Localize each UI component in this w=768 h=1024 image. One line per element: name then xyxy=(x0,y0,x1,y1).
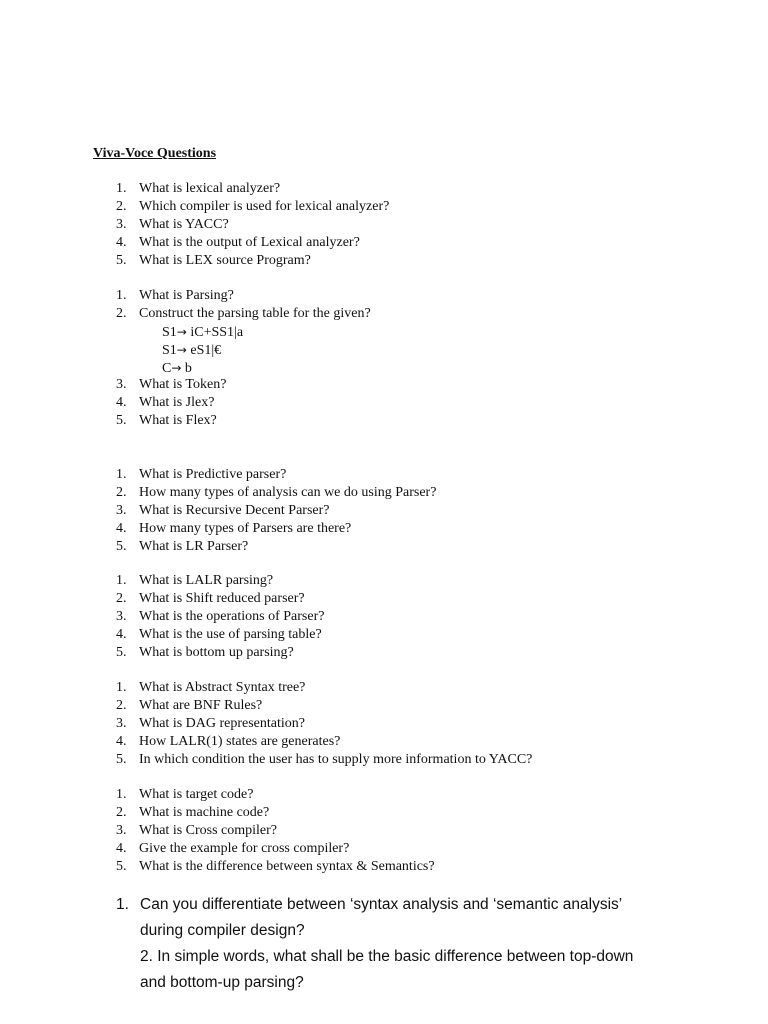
question-text: What is YACC? xyxy=(139,217,229,232)
question-group-parsers xyxy=(116,466,436,556)
question-number: 5. xyxy=(116,752,127,767)
question-number: 3. xyxy=(116,609,127,624)
question-text: What is the operations of Parser? xyxy=(139,609,325,624)
question-text: What is machine code? xyxy=(139,805,270,820)
grammar-rule xyxy=(116,341,371,359)
question-number: 4. xyxy=(116,627,127,642)
question-item xyxy=(116,644,324,662)
question-text: How many types of analysis can we do using Parser? xyxy=(139,485,437,500)
question-number: 2. xyxy=(116,485,127,500)
final-question-2-continued: and bottom-up parsing? xyxy=(140,974,304,991)
question-item xyxy=(116,858,435,876)
grammar-rule xyxy=(116,323,371,341)
question-number: 4. xyxy=(116,395,127,410)
question-group-parsing-continued xyxy=(116,376,226,430)
question-number: 3. xyxy=(116,217,127,232)
grammar-rule xyxy=(116,359,371,377)
question-text: What is Token? xyxy=(139,377,227,392)
question-group-code xyxy=(116,786,435,876)
question-text: What is Flex? xyxy=(139,413,217,428)
question-text: Which compiler is used for lexical analyzer? xyxy=(139,199,390,214)
question-item xyxy=(116,484,436,502)
question-number: 5. xyxy=(116,253,127,268)
question-number: 5. xyxy=(116,413,127,428)
question-text: What is Predictive parser? xyxy=(139,467,287,482)
question-group-lexical xyxy=(116,180,389,270)
question-item xyxy=(116,376,226,394)
question-item xyxy=(116,786,435,804)
question-group-lalr xyxy=(116,572,324,662)
question-item xyxy=(116,822,435,840)
question-text: What is Shift reduced parser? xyxy=(139,591,305,606)
question-item xyxy=(116,216,389,234)
question-number: 1. xyxy=(116,181,127,196)
question-item xyxy=(116,180,389,198)
question-text: What is bottom up parsing? xyxy=(139,645,294,660)
final-question-1-continued: during compiler design? xyxy=(140,922,305,939)
question-group-syntax-tree xyxy=(116,679,532,769)
question-item xyxy=(116,626,324,644)
question-text: What is target code? xyxy=(139,787,254,802)
question-text: What is the use of parsing table? xyxy=(139,627,322,642)
grammar-lhs: S1 xyxy=(162,343,177,358)
question-text: Can you differentiate between ‘syntax analysis and ‘semantic analysis’ xyxy=(140,896,623,913)
question-number: 2. xyxy=(116,591,127,606)
question-item xyxy=(116,252,389,270)
page-heading: Viva-Voce Questions xyxy=(93,146,217,161)
question-number: 3. xyxy=(116,823,127,838)
question-number: 2. xyxy=(116,698,127,713)
question-text: Give the example for cross compiler? xyxy=(139,841,350,856)
question-item xyxy=(116,697,532,715)
question-group-parsing xyxy=(116,287,371,377)
question-text: What is lexical analyzer? xyxy=(139,181,281,196)
question-text: What is LEX source Program? xyxy=(139,253,311,268)
question-text: What is the difference between syntax & Semantics? xyxy=(139,859,435,874)
question-text: What is Abstract Syntax tree? xyxy=(139,680,306,695)
question-item xyxy=(116,608,324,626)
question-number: 5. xyxy=(116,539,127,554)
question-number: 4. xyxy=(116,235,127,250)
question-item xyxy=(116,733,532,751)
question-number: 3. xyxy=(116,377,127,392)
question-number: 4. xyxy=(116,734,127,749)
question-item xyxy=(116,287,371,305)
arrow-icon: → xyxy=(176,325,187,339)
arrow-icon: → xyxy=(171,361,182,375)
question-item xyxy=(116,198,389,216)
question-number: 5. xyxy=(116,645,127,660)
question-text: What is LALR parsing? xyxy=(139,573,274,588)
question-item xyxy=(116,840,435,858)
question-number: 5. xyxy=(116,859,127,874)
question-number: 2. xyxy=(116,199,127,214)
question-item xyxy=(116,394,226,412)
question-number: 1. xyxy=(116,573,127,588)
question-item xyxy=(116,412,226,430)
question-number: 4. xyxy=(116,841,127,856)
arrow-icon: → xyxy=(176,343,187,357)
final-questions xyxy=(116,892,696,996)
question-text: In which condition the user has to supply more information to YACC? xyxy=(139,752,533,767)
question-number: 1. xyxy=(116,288,127,303)
question-item xyxy=(116,572,324,590)
question-number: 3. xyxy=(116,503,127,518)
question-text: What is Recursive Decent Parser? xyxy=(139,503,330,518)
question-item xyxy=(116,466,436,484)
question-text: What is DAG representation? xyxy=(139,716,305,731)
question-item xyxy=(116,715,532,733)
question-item xyxy=(116,804,435,822)
question-item xyxy=(116,538,436,556)
grammar-lhs: S1 xyxy=(162,325,177,340)
question-number: 3. xyxy=(116,716,127,731)
grammar-rhs: iC+SS1|a xyxy=(186,325,244,340)
question-text: What is Parsing? xyxy=(139,288,234,303)
question-text: What is Cross compiler? xyxy=(139,823,278,838)
question-number: 1. xyxy=(116,680,127,695)
question-text: How LALR(1) states are generates? xyxy=(139,734,341,749)
question-number: 1. xyxy=(116,787,127,802)
grammar-rhs: eS1|€ xyxy=(186,343,222,358)
question-number: 1. xyxy=(116,896,129,913)
question-number: 4. xyxy=(116,521,127,536)
question-item xyxy=(116,502,436,520)
final-question-1 xyxy=(116,892,696,918)
question-text: What is LR Parser? xyxy=(139,539,249,554)
question-number: 2. xyxy=(116,805,127,820)
question-item xyxy=(116,590,324,608)
question-text: What is Jlex? xyxy=(139,395,215,410)
question-item xyxy=(116,751,532,769)
question-item xyxy=(116,305,371,323)
question-number: 2. xyxy=(116,306,127,321)
question-item xyxy=(116,520,436,538)
question-item xyxy=(116,234,389,252)
question-item xyxy=(116,679,532,697)
question-text: How many types of Parsers are there? xyxy=(139,521,352,536)
final-question-2: 2. In simple words, what shall be the basic difference between top-down xyxy=(140,948,634,965)
question-text: What is the output of Lexical analyzer? xyxy=(139,235,360,250)
question-text: What are BNF Rules? xyxy=(139,698,263,713)
grammar-rhs: b xyxy=(181,361,192,376)
question-number: 1. xyxy=(116,467,127,482)
grammar-lhs: C xyxy=(162,361,172,376)
question-text: Construct the parsing table for the given? xyxy=(139,306,371,321)
